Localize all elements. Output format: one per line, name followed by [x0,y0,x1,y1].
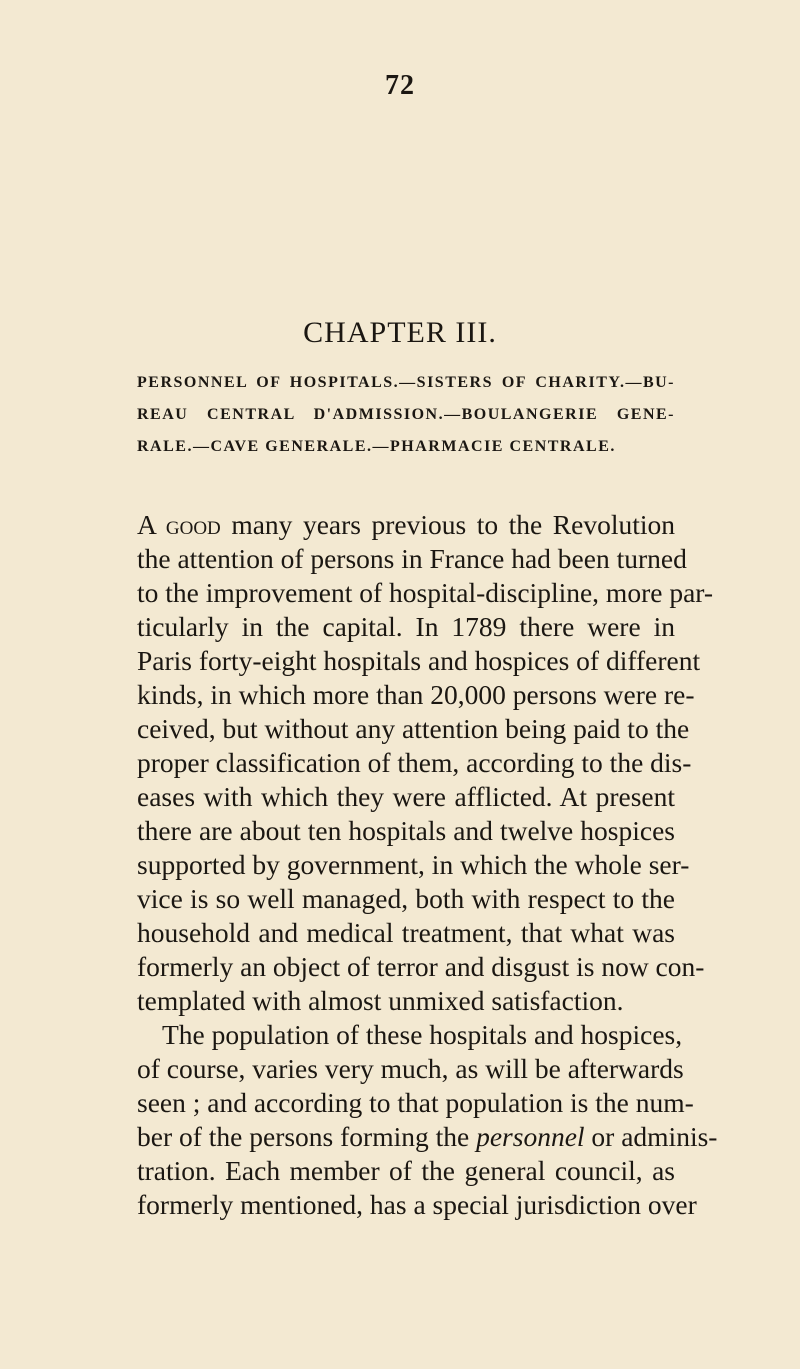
body-line: ceived, but without any attention being paid to the [137,713,690,744]
body-line: vice is so well managed, both with respect to the [137,883,675,914]
page-number: 72 [385,70,415,101]
italic-term: personnel [476,1121,585,1152]
body-line: there are about ten hospitals and twelve hospices [137,815,675,846]
body-line: ber of the persons forming the personnel or adminis- [137,1121,718,1152]
body-line: tration. Each member of the general council, as [137,1155,675,1186]
body-line: eases with which they were afflicted. At present [137,781,675,812]
body-line: kinds, in which more than 20,000 persons were re- [137,679,695,710]
body-line: the attention of persons in France had been turned [137,543,687,574]
body-line: templated with almost unmixed satisfaction. [137,985,624,1016]
body-line: A good many years previous to the Revolution [137,509,676,540]
body-line: formerly mentioned, has a special jurisdiction over [137,1189,697,1220]
body-line: ticularly in the capital. In 1789 there were in [137,611,675,642]
body-line: The population of these hospitals and hospices, [162,1019,683,1050]
summary-line: RALE.—CAVE GENERALE.—PHARMACIE CENTRALE. [137,438,616,455]
summary-line: PERSONNEL OF HOSPITALS.—SISTERS OF CHARITY.—BU- [137,374,675,391]
body-line: proper classification of them, according to the dis- [137,747,692,778]
body-line: Paris forty-eight hospitals and hospices of different [137,645,701,676]
initial-word: A [137,509,156,540]
summary-line: REAU CENTRAL D'ADMISSION.—BOULANGERIE GENE- [137,406,675,423]
body-line: seen ; and according to that population is the num- [137,1087,694,1118]
body-line: to the improvement of hospital-discipline, more par- [137,577,714,608]
body-line: formerly an object of terror and disgust is now con- [137,951,705,982]
small-caps-word: good [165,509,221,540]
body-line: household and medical treatment, that what was [137,917,675,948]
body-line: of course, varies very much, as will be afterwards [137,1053,684,1084]
chapter-heading: CHAPTER III. [303,316,497,349]
body-line: supported by government, in which the whole ser- [137,849,690,880]
